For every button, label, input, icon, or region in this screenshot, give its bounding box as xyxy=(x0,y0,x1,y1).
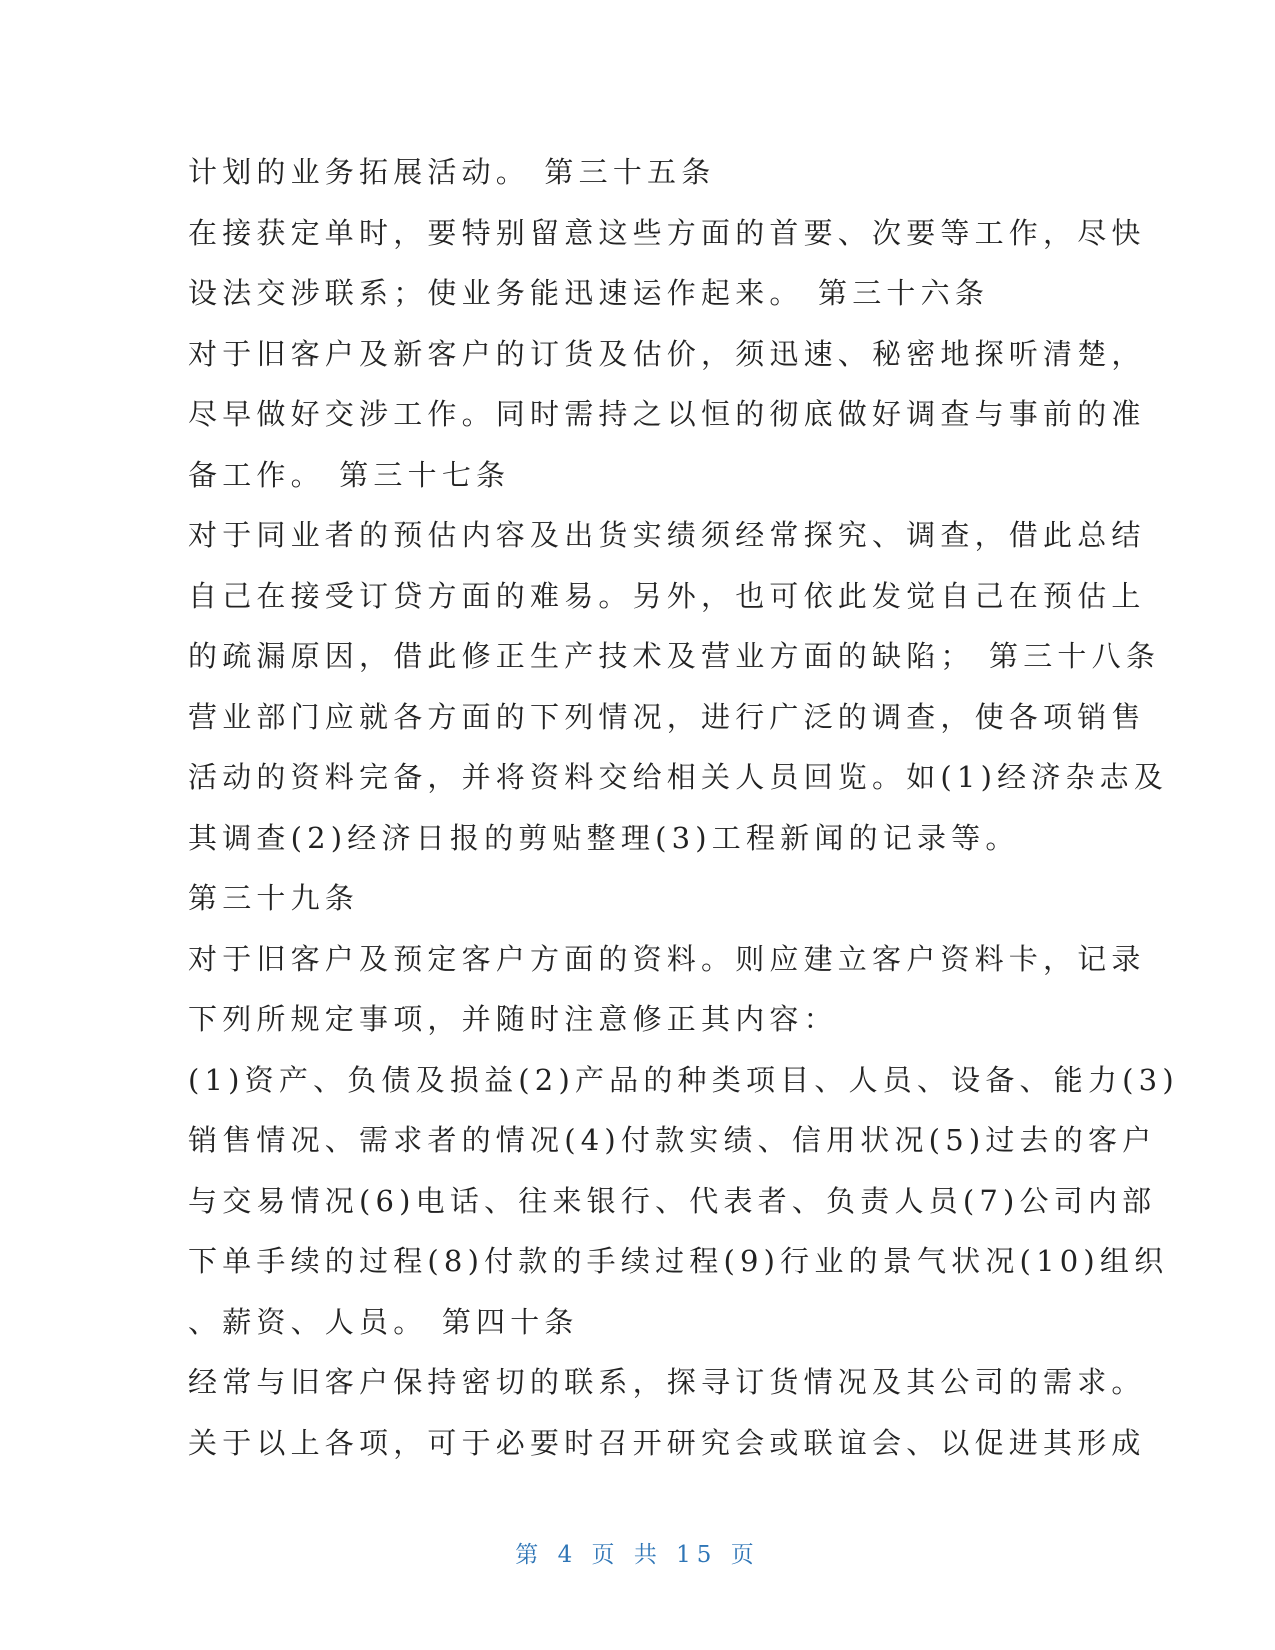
text-line: 在接获定单时，要特别留意这些方面的首要、次要等工作，尽快 xyxy=(188,215,1146,250)
text-line: 对于旧客户及预定客户方面的资料。则应建立客户资料卡，记录 xyxy=(188,941,1146,976)
text-line: 营业部门应就各方面的下列情况，进行广泛的调查，使各项销售 xyxy=(188,699,1146,734)
text-line: 经常与旧客户保持密切的联系，探寻订货情况及其公司的需求。 xyxy=(188,1365,1146,1399)
text-line: 活动的资料完备，并将资料交给相关人员回览。如(1)经济杂志及 xyxy=(188,760,1169,794)
text-line: 与交易情况(6)电话、往来银行、代表者、负责人员(7)公司内部 xyxy=(188,1183,1157,1218)
text-line: 、薪资、人员。 第四十条 xyxy=(188,1304,579,1339)
text-line: 设法交涉联系；使业务能迅速运作起来。 第三十六条 xyxy=(188,276,990,310)
text-line: (1)资产、负债及损益(2)产品的种类项目、人员、设备、能力(3) xyxy=(188,1062,1179,1097)
text-line: 自己在接受订贷方面的难易。另外，也可依此发觉自己在预估上 xyxy=(188,578,1146,613)
text-line: 对于同业者的预估内容及出货实绩须经常探究、调查，借此总结 xyxy=(188,518,1146,552)
page-number-footer: 第 4 页 共 15 页 xyxy=(515,1542,760,1568)
text-line: 下列所规定事项，并随时注意修正其内容： xyxy=(188,1002,838,1036)
text-line: 备工作。 第三十七条 xyxy=(188,457,511,492)
text-line: 计划的业务拓展活动。 第三十五条 xyxy=(188,155,716,189)
text-line: 的疏漏原因，借此修正生产技术及营业方面的缺陷； 第三十八条 xyxy=(188,639,1161,673)
text-line: 关于以上各项，可于必要时召开研究会或联谊会、以促进其形成 xyxy=(188,1425,1146,1460)
text-line: 对于旧客户及新客户的订货及估价，须迅速、秘密地探听清楚， xyxy=(188,336,1146,371)
text-line: 尽早做好交涉工作。同时需持之以恒的彻底做好调查与事前的准 xyxy=(188,397,1146,431)
text-line: 第三十九条 xyxy=(188,881,360,915)
text-line: 下单手续的过程(8)付款的手续过程(9)行业的景气状况(10)组织 xyxy=(188,1244,1169,1278)
text-line: 销售情况、需求者的情况(4)付款实绩、信用状况(5)过去的客户 xyxy=(188,1123,1157,1157)
document-body xyxy=(188,142,1179,1473)
text-line: 其调查(2)经济日报的剪贴整理(3)工程新闻的记录等。 xyxy=(188,820,1020,855)
